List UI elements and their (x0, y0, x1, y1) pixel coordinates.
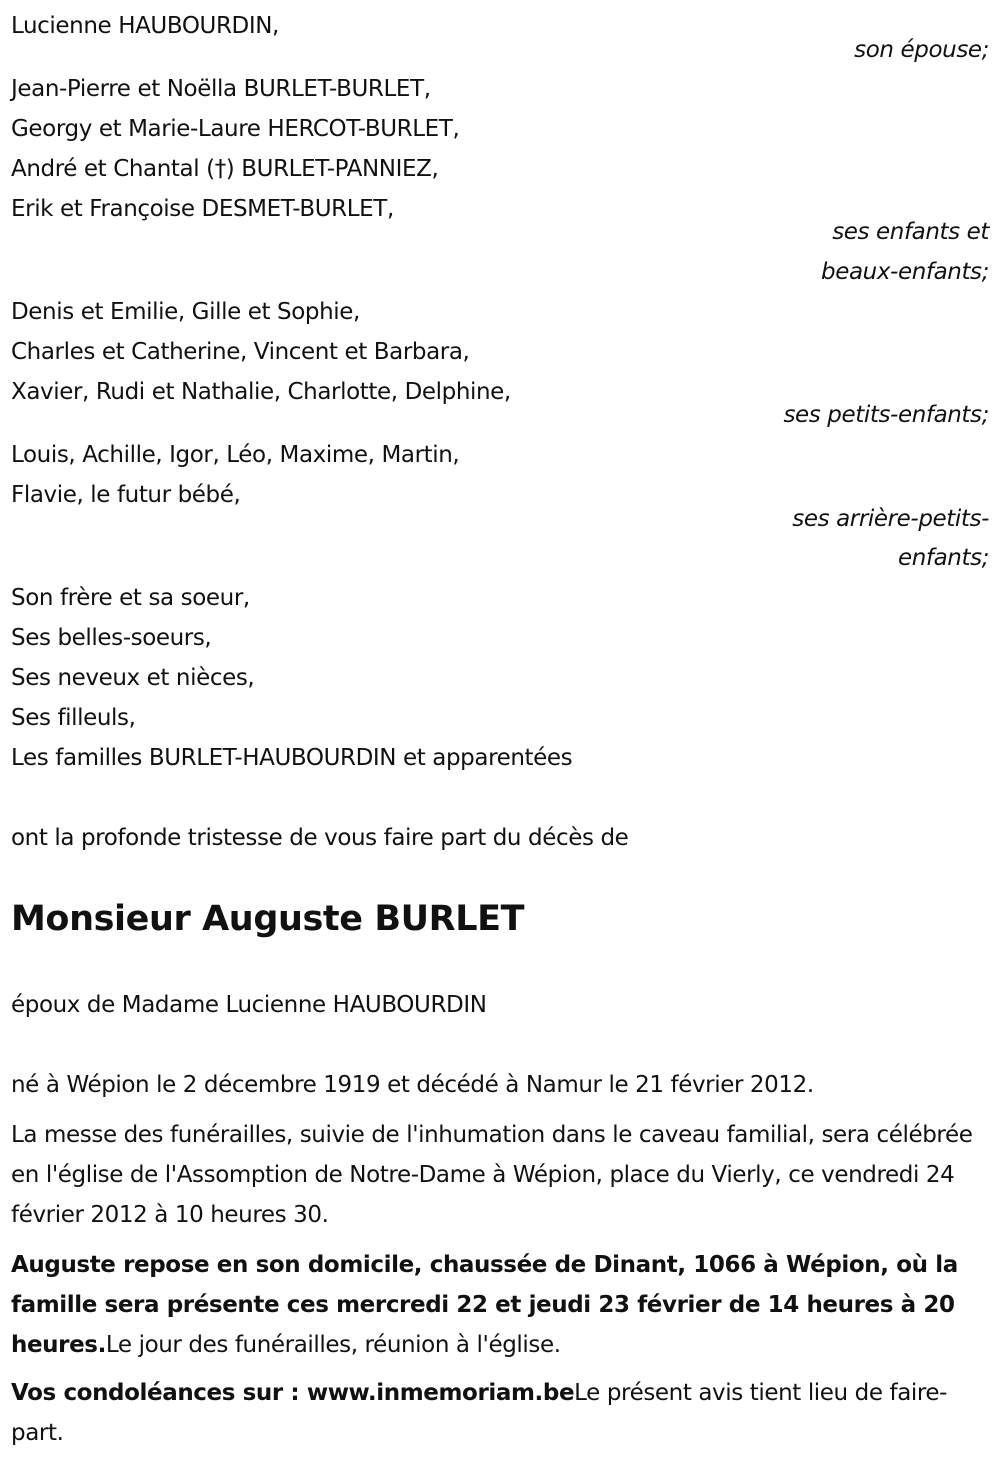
birth-death: né à Wépion le 2 décembre 1919 et décédé à Namur le 21 février 2012. (11, 1072, 814, 1098)
condolences-note: Le présent avis tient lieu de faire-part. (11, 1380, 948, 1446)
relative-line: Son frère et sa soeur, (11, 585, 250, 611)
announcement: ont la profonde tristesse de vous faire part du décès de (11, 825, 629, 851)
condolences-link[interactable]: Vos condoléances sur : www.inmemoriam.be (11, 1380, 575, 1406)
great-grandchild-name: Flavie, le futur bébé, (11, 482, 241, 508)
great-grandchildren-role: ses arrière-petits- (792, 506, 989, 532)
grandchild-name: Charles et Catherine, Vincent et Barbara, (11, 339, 470, 365)
relative-line: Ses filleuls, (11, 705, 136, 731)
spouse-of: époux de Madame Lucienne HAUBOURDIN (11, 992, 487, 1018)
spouse-name: Lucienne HAUBOURDIN, (11, 13, 279, 39)
grandchild-name: Xavier, Rudi et Nathalie, Charlotte, Delphine, (11, 379, 511, 405)
visitation-normal: Le jour des funérailles, réunion à l'église. (105, 1332, 561, 1358)
relative-line: Ses belles-soeurs, (11, 625, 212, 651)
children-role: beaux-enfants; (821, 259, 989, 285)
visitation-bold: Auguste repose en son domicile, chaussée de Dinant, 1066 à Wépion, où la famille sera présente ces mercredi 22 et jeudi 23 février de 14 heures à 20 heures. (11, 1252, 958, 1358)
funeral-details: La messe des funérailles, suivie de l'inhumation dans le caveau familial, sera célébrée en l'église de l'Assomption de Notre-Dame à Wépion, place du Vierly, ce vendredi 24 février 2012 à 10 heures 30. (11, 1122, 973, 1228)
condolences (11, 1373, 986, 1453)
child-name: Georgy et Marie-Laure HERCOT-BURLET, (11, 116, 460, 142)
relative-line: Les familles BURLET-HAUBOURDIN et apparentées (11, 745, 573, 771)
great-grandchildren-role: enfants; (897, 545, 989, 571)
visitation-details (11, 1245, 986, 1365)
child-name: Jean-Pierre et Noëlla BURLET-BURLET, (11, 76, 431, 102)
deceased-name: Monsieur Auguste BURLET (11, 899, 525, 939)
relative-line: Ses neveux et nièces, (11, 665, 255, 691)
grandchildren-role: ses petits-enfants; (783, 402, 989, 428)
great-grandchild-name: Louis, Achille, Igor, Léo, Maxime, Martin, (11, 442, 460, 468)
child-name: André et Chantal (†) BURLET-PANNIEZ, (11, 156, 439, 182)
children-role: ses enfants et (832, 219, 989, 245)
child-name: Erik et Françoise DESMET-BURLET, (11, 196, 394, 222)
spouse-role: son épouse; (854, 37, 989, 63)
grandchild-name: Denis et Emilie, Gille et Sophie, (11, 299, 360, 325)
